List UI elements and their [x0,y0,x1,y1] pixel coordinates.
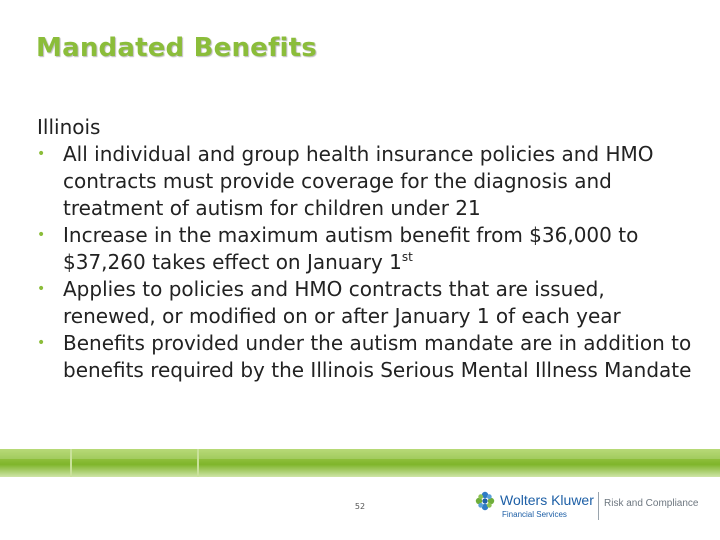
brand-subtitle: Financial Services [502,510,567,519]
bullet-dot-icon: • [37,335,46,351]
bullet-item [37,276,697,330]
bullet-dot-icon: • [37,146,46,162]
ordinal-suffix: st [401,250,413,264]
footer-band-highlight [0,449,720,459]
brand-tagline: Risk and Compliance [604,498,699,509]
bullet-item [37,141,697,222]
company-logo [474,490,704,524]
footer-band-divider [70,449,72,477]
slide-title: Mandated Benefits [36,33,317,63]
brand-name: Wolters Kluwer [500,492,594,508]
page-number: 52 [354,502,366,511]
footer-band [0,449,720,477]
bullet-text: Increase in the maximum autism benefit from $36,000 to $37,260 takes effect on January 1 [63,223,639,274]
bullet-text: Applies to policies and HMO contracts that are issued, renewed, or modified on or after January 1 of each year [63,277,621,328]
brand-separator [598,492,599,520]
bullet-text: Benefits provided under the autism mandate are in addition to benefits required by the Illinois Serious Mental Illness Mandate [63,331,692,382]
footer-band-divider [197,449,199,477]
wolters-kluwer-globe-icon [474,490,496,512]
slide-body [37,114,697,384]
bullet-dot-icon: • [37,227,46,243]
bullet-item [37,330,697,384]
state-heading: Illinois [37,115,101,139]
bullet-dot-icon: • [37,281,46,297]
bullet-text: All individual and group health insurance policies and HMO contracts must provide coverage for the diagnosis and treatment of autism for children under 21 [63,142,654,220]
bullet-item [37,222,697,276]
bullet-list [37,141,697,384]
